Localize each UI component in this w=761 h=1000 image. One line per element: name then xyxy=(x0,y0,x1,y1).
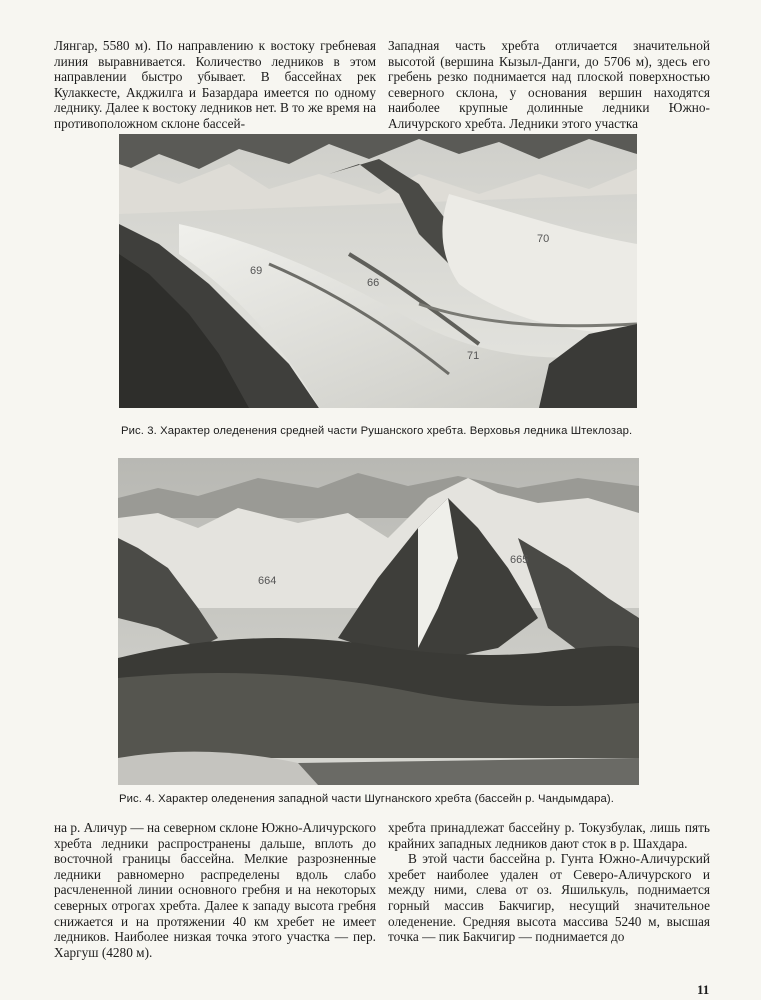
mountain-photo-illustration xyxy=(118,458,639,785)
glacier-label: 664 xyxy=(258,575,277,587)
page-number: 11 xyxy=(697,982,710,997)
glacier-label: 66 xyxy=(367,277,380,289)
glacier-label: 665 xyxy=(510,554,529,566)
paragraph: хребта принадлежат бассейну р. Токузбулак, лишь пять крайних западных ледников дают сток в р. Шахдара. xyxy=(388,820,710,851)
paragraph: на р. Аличур — на северном склоне Южно-Аличурского хребта ледники распространены дальше, вплоть до восточной границы бассейна. Мелкие разрозненные ледники равномерно распределены вдоль слабо расчлененной линии основного гребня и на некоторых северных отрогах хребта. Далее к западу высота гребня снижается и на протяжении 40 км хребет не имеет ледников. Наиболее низкая точка этого участка — пер. Харгуш (4280 м). xyxy=(54,820,376,960)
figure-3-photo xyxy=(119,134,637,408)
figure-4-caption: Рис. 4. Характер оледенения западной части Шугнанского хребта (бассейн р. Чандымдара). xyxy=(119,793,615,805)
figure-3-caption: Рис. 3. Характер оледенения средней части Рушанского хребта. Верховья ледника Штеклозар. xyxy=(121,425,633,437)
text-column-top-left xyxy=(54,38,376,132)
paragraph: Западная часть хребта отличается значительной высотой (вершина Кызыл-Данги, до 5706 м), здесь его гребень резко поднимается над плоской поверхностью северного склона, у основания вершин находятся наиболее крупные долинные ледники Южно-Аличурского хребта. Ледники этого участка xyxy=(388,38,710,131)
glacier-label: 71 xyxy=(467,350,480,362)
glacier-label: 69 xyxy=(250,265,263,277)
glacier-label: 70 xyxy=(537,233,550,245)
text-column-top-right xyxy=(388,38,710,132)
text-column-bottom-left xyxy=(54,820,376,960)
text-column-bottom-right xyxy=(388,820,710,945)
paragraph: В этой части бассейна р. Гунта Южно-Аличурский хребет наиболее удален от Северо-Аличурского и между ними, слева от оз. Яшилькуль, поднимается горный массив Бакчигир, несущий значительное оледенение. Средняя высота массива 5240 м, высшая точка — пик Бакчигир — поднимается до xyxy=(388,851,710,945)
glacier-photo-illustration xyxy=(119,134,637,408)
figure-4-photo xyxy=(118,458,639,785)
paragraph: Лянгар, 5580 м). По направлению к востоку гребневая линия выравнивается. Количество ледников в этом направлении быстро убывает. В бассейнах рек Кулаккесте, Акджилга и Базардара имеется по одному леднику. Далее к востоку ледников нет. В то же время на противоположном склоне бассей- xyxy=(54,38,376,131)
